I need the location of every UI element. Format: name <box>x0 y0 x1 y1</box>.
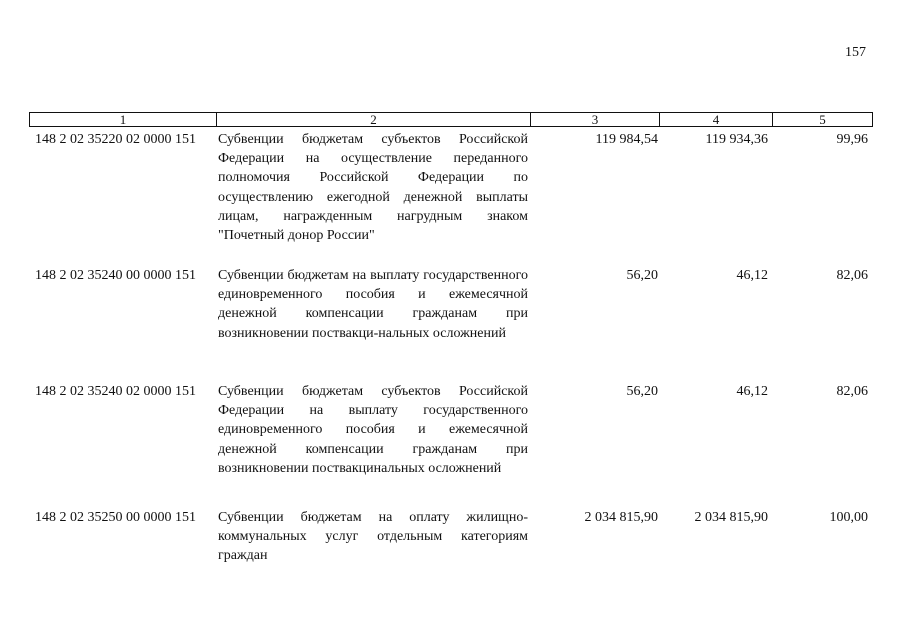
header-col-2: 2 <box>370 112 377 127</box>
row-col5-value: 82,06 <box>836 268 868 283</box>
row-description: Субвенции бюджетам на выплату государственного единовременного пособия и ежемесячной денежной компенсации гражданам при возникновении поствакци-нальных осложнений <box>218 268 528 341</box>
row-col3-value: 56,20 <box>626 268 658 283</box>
row-code: 148 2 02 35240 00 0000 151 <box>35 268 196 283</box>
header-col-1: 1 <box>119 112 127 127</box>
row-col4-value: 119 934,36 <box>705 132 768 147</box>
row-col5-value: 82,06 <box>836 384 868 399</box>
table-header <box>29 112 873 127</box>
row-col3-value: 2 034 815,90 <box>584 510 658 525</box>
row-col5-value: 100,00 <box>829 510 868 525</box>
row-col4-value: 46,12 <box>736 268 768 283</box>
header-col-5: 5 <box>819 112 826 127</box>
page-number: 157 <box>845 45 866 60</box>
row-col3-value: 119 984,54 <box>595 132 658 147</box>
row-description: Субвенции бюджетам субъектов Российской Федерации на выплату государственного единовременного пособия и ежемесячной денежной компенсации гражданам при возникновении поствакцинальных осложнений <box>218 384 528 476</box>
row-description: Субвенции бюджетам на оплату жилищно-коммунальных услуг отдельным категориям граждан <box>218 510 528 564</box>
row-col3-value: 56,20 <box>626 384 658 399</box>
row-description: Субвенции бюджетам субъектов Российской Федерации на осуществление переданного полномочия Российской Федерации по осуществлению ежегодной денежной выплаты лицам, награжденным нагрудным знаком "Почетный донор России" <box>218 132 528 244</box>
row-col4-value: 2 034 815,90 <box>694 510 768 525</box>
header-col-4: 4 <box>712 112 720 127</box>
header-col-3: 3 <box>591 112 599 127</box>
row-code: 148 2 02 35250 00 0000 151 <box>35 510 196 525</box>
row-code: 148 2 02 35220 02 0000 151 <box>35 132 196 147</box>
row-col5-value: 99,96 <box>836 132 868 147</box>
row-code: 148 2 02 35240 02 0000 151 <box>35 384 196 399</box>
row-col4-value: 46,12 <box>736 384 768 399</box>
